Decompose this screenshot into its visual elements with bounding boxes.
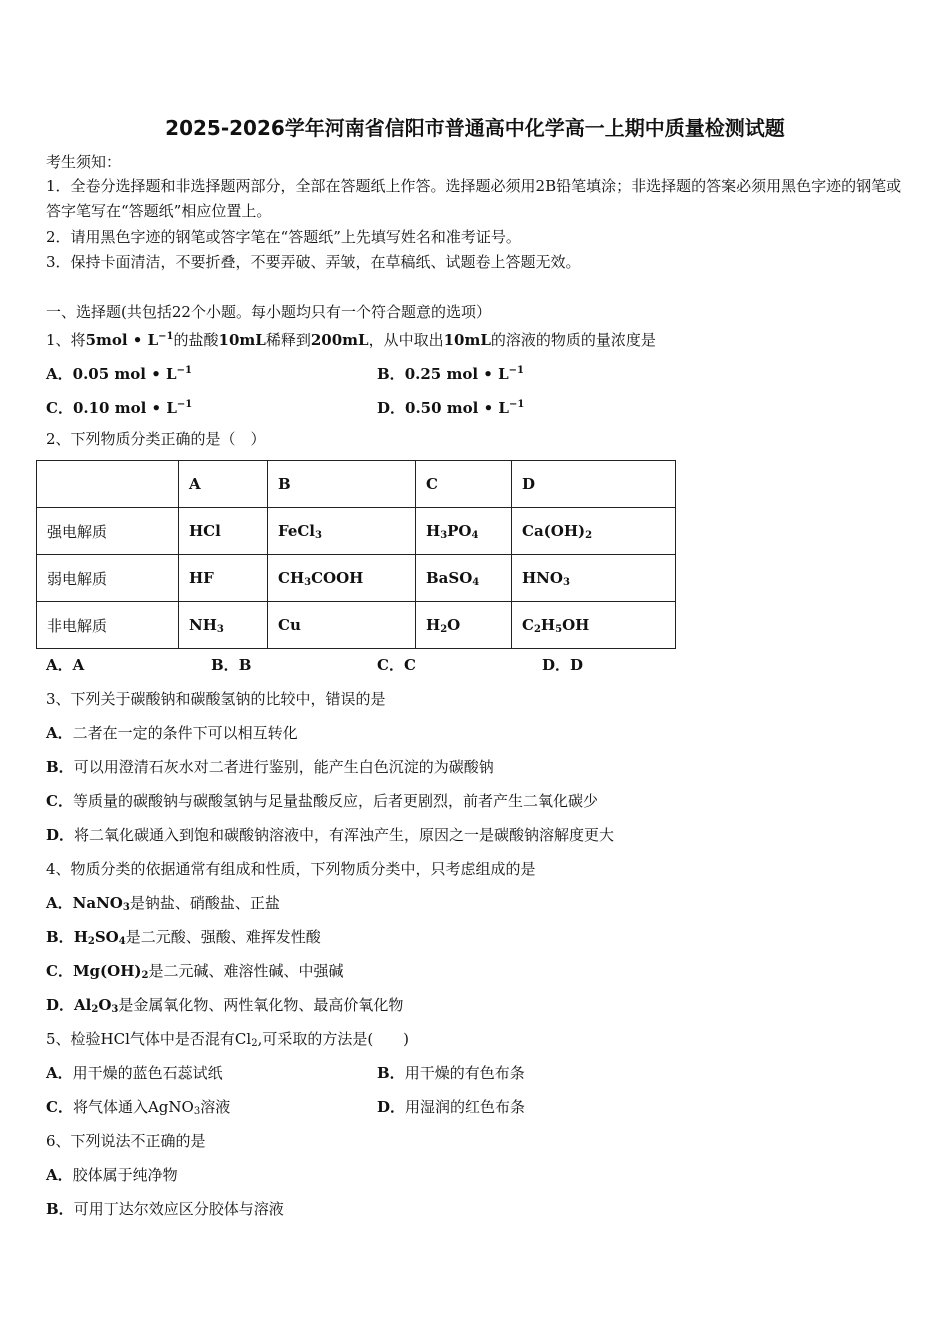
q4-option-d: D．$Al_2O_3$是金属氧化物、两性氧化物、最高价氧化物 [46, 996, 404, 1015]
q3-option-d: D．将二氧化碳通入到饱和碳酸钠溶液中，有浑浊产生，原因之一是碳酸钠溶解度更大 [46, 826, 615, 844]
table-header-cell: C [416, 461, 512, 508]
question-2-stem: 2、下列物质分类正确的是（ ） [46, 430, 266, 448]
q5-option-c: C．将气体通入AgNO$_3$溶液 [46, 1098, 231, 1117]
table-row [37, 602, 676, 649]
table-cell: Cu [268, 602, 416, 649]
row-label: 弱电解质 [37, 555, 179, 602]
table-cell: FeCl$_3$ [268, 508, 416, 555]
row-label: 强电解质 [37, 508, 179, 555]
notice-item-3: 3．保持卡面清洁，不要折叠，不要弄破、弄皱，在草稿纸、试题卷上答题无效。 [46, 253, 581, 271]
table-cell: $H_2O$ [416, 602, 512, 649]
question-4-stem: 4、物质分类的依据通常有组成和性质，下列物质分类中，只考虑组成的是 [46, 860, 536, 878]
table-header-cell: D [512, 461, 676, 508]
question-1-stem: 1、将5mol • $L^{-1}$的盐酸10mL稀释到200mL，从中取出10mL的溶液的物质的量浓度是 [46, 331, 656, 349]
table-cell: BaSO$_4$ [416, 555, 512, 602]
q1-option-d: D．0.50 mol • $L^{-1}$ [377, 399, 525, 417]
classification-table [36, 460, 676, 649]
q2-option-b: B．B [211, 656, 252, 674]
q3-option-c: C．等质量的碳酸钠与碳酸氢钠与足量盐酸反应，后者更剧烈，前者产生二氧化碳少 [46, 792, 598, 810]
table-row [37, 555, 676, 602]
page-title: 2025-2026学年河南省信阳市普通高中化学高一上期中质量检测试题 [165, 116, 785, 140]
q2-option-a: A．A [46, 656, 85, 674]
table-header-cell [37, 461, 179, 508]
table-cell: HCl [179, 508, 268, 555]
q3-option-b: B．可以用澄清石灰水对二者进行鉴别，能产生白色沉淀的为碳酸钠 [46, 758, 494, 776]
q4-option-b: B．$H_2SO_4$是二元酸、强酸、难挥发性酸 [46, 928, 321, 947]
question-5-stem: 5、检验HCl气体中是否混有$Cl_2$,可采取的方法是( ) [46, 1030, 410, 1049]
question-3-stem: 3、下列关于碳酸钠和碳酸氢钠的比较中，错误的是 [46, 690, 386, 708]
q4-option-c: C．$Mg(OH)_2$是二元碱、难溶性碱、中强碱 [46, 962, 344, 981]
table-cell: HF [179, 555, 268, 602]
q1-option-c: C．0.10 mol • $L^{-1}$ [46, 399, 193, 417]
section-heading: 一、选择题(共包括22个小题。每小题均只有一个符合题意的选项） [46, 303, 491, 321]
table-cell: $Ca(OH)_2$ [512, 508, 676, 555]
table-header-cell: B [268, 461, 416, 508]
q6-option-a: A．胶体属于纯净物 [46, 1166, 178, 1184]
table-header-cell: A [179, 461, 268, 508]
q2-option-c: C．C [377, 656, 416, 674]
q5-option-a: A．用干燥的蓝色石蕊试纸 [46, 1064, 223, 1082]
table-cell: $NH_3$ [179, 602, 268, 649]
q5-option-d: D．用湿润的红色布条 [377, 1098, 526, 1116]
notice-heading: 考生须知： [46, 153, 122, 171]
table-cell: $HNO_3$ [512, 555, 676, 602]
q4-option-a: A．NaNO$_3$是钠盐、硝酸盐、正盐 [46, 894, 280, 913]
q2-option-d: D．D [542, 656, 584, 674]
row-label: 非电解质 [37, 602, 179, 649]
table-cell: $CH_3COOH$ [268, 555, 416, 602]
table-header-row [37, 461, 676, 508]
table-cell: $H_3PO_4$ [416, 508, 512, 555]
table-row [37, 508, 676, 555]
q1-option-b: B．0.25 mol • $L^{-1}$ [377, 365, 524, 383]
notice-item-1: 1．全卷分选择题和非选择题两部分，全部在答题纸上作答。选择题必须用2B铅笔填涂；非选择题的答案必须用黑色字迹的钢笔或答字笔写在“答题纸”相应位置上。 [46, 177, 902, 220]
notice-item-2: 2．请用黑色字迹的钢笔或答字笔在“答题纸”上先填写姓名和准考证号。 [46, 228, 521, 246]
q6-option-b: B．可用丁达尔效应区分胶体与溶液 [46, 1200, 284, 1218]
q3-option-a: A．二者在一定的条件下可以相互转化 [46, 724, 298, 742]
q5-option-b: B．用干燥的有色布条 [377, 1064, 525, 1082]
table-cell: $C_2H_5OH$ [512, 602, 676, 649]
question-6-stem: 6、下列说法不正确的是 [46, 1132, 206, 1150]
q1-option-a: A．0.05 mol • $L^{-1}$ [46, 365, 192, 383]
